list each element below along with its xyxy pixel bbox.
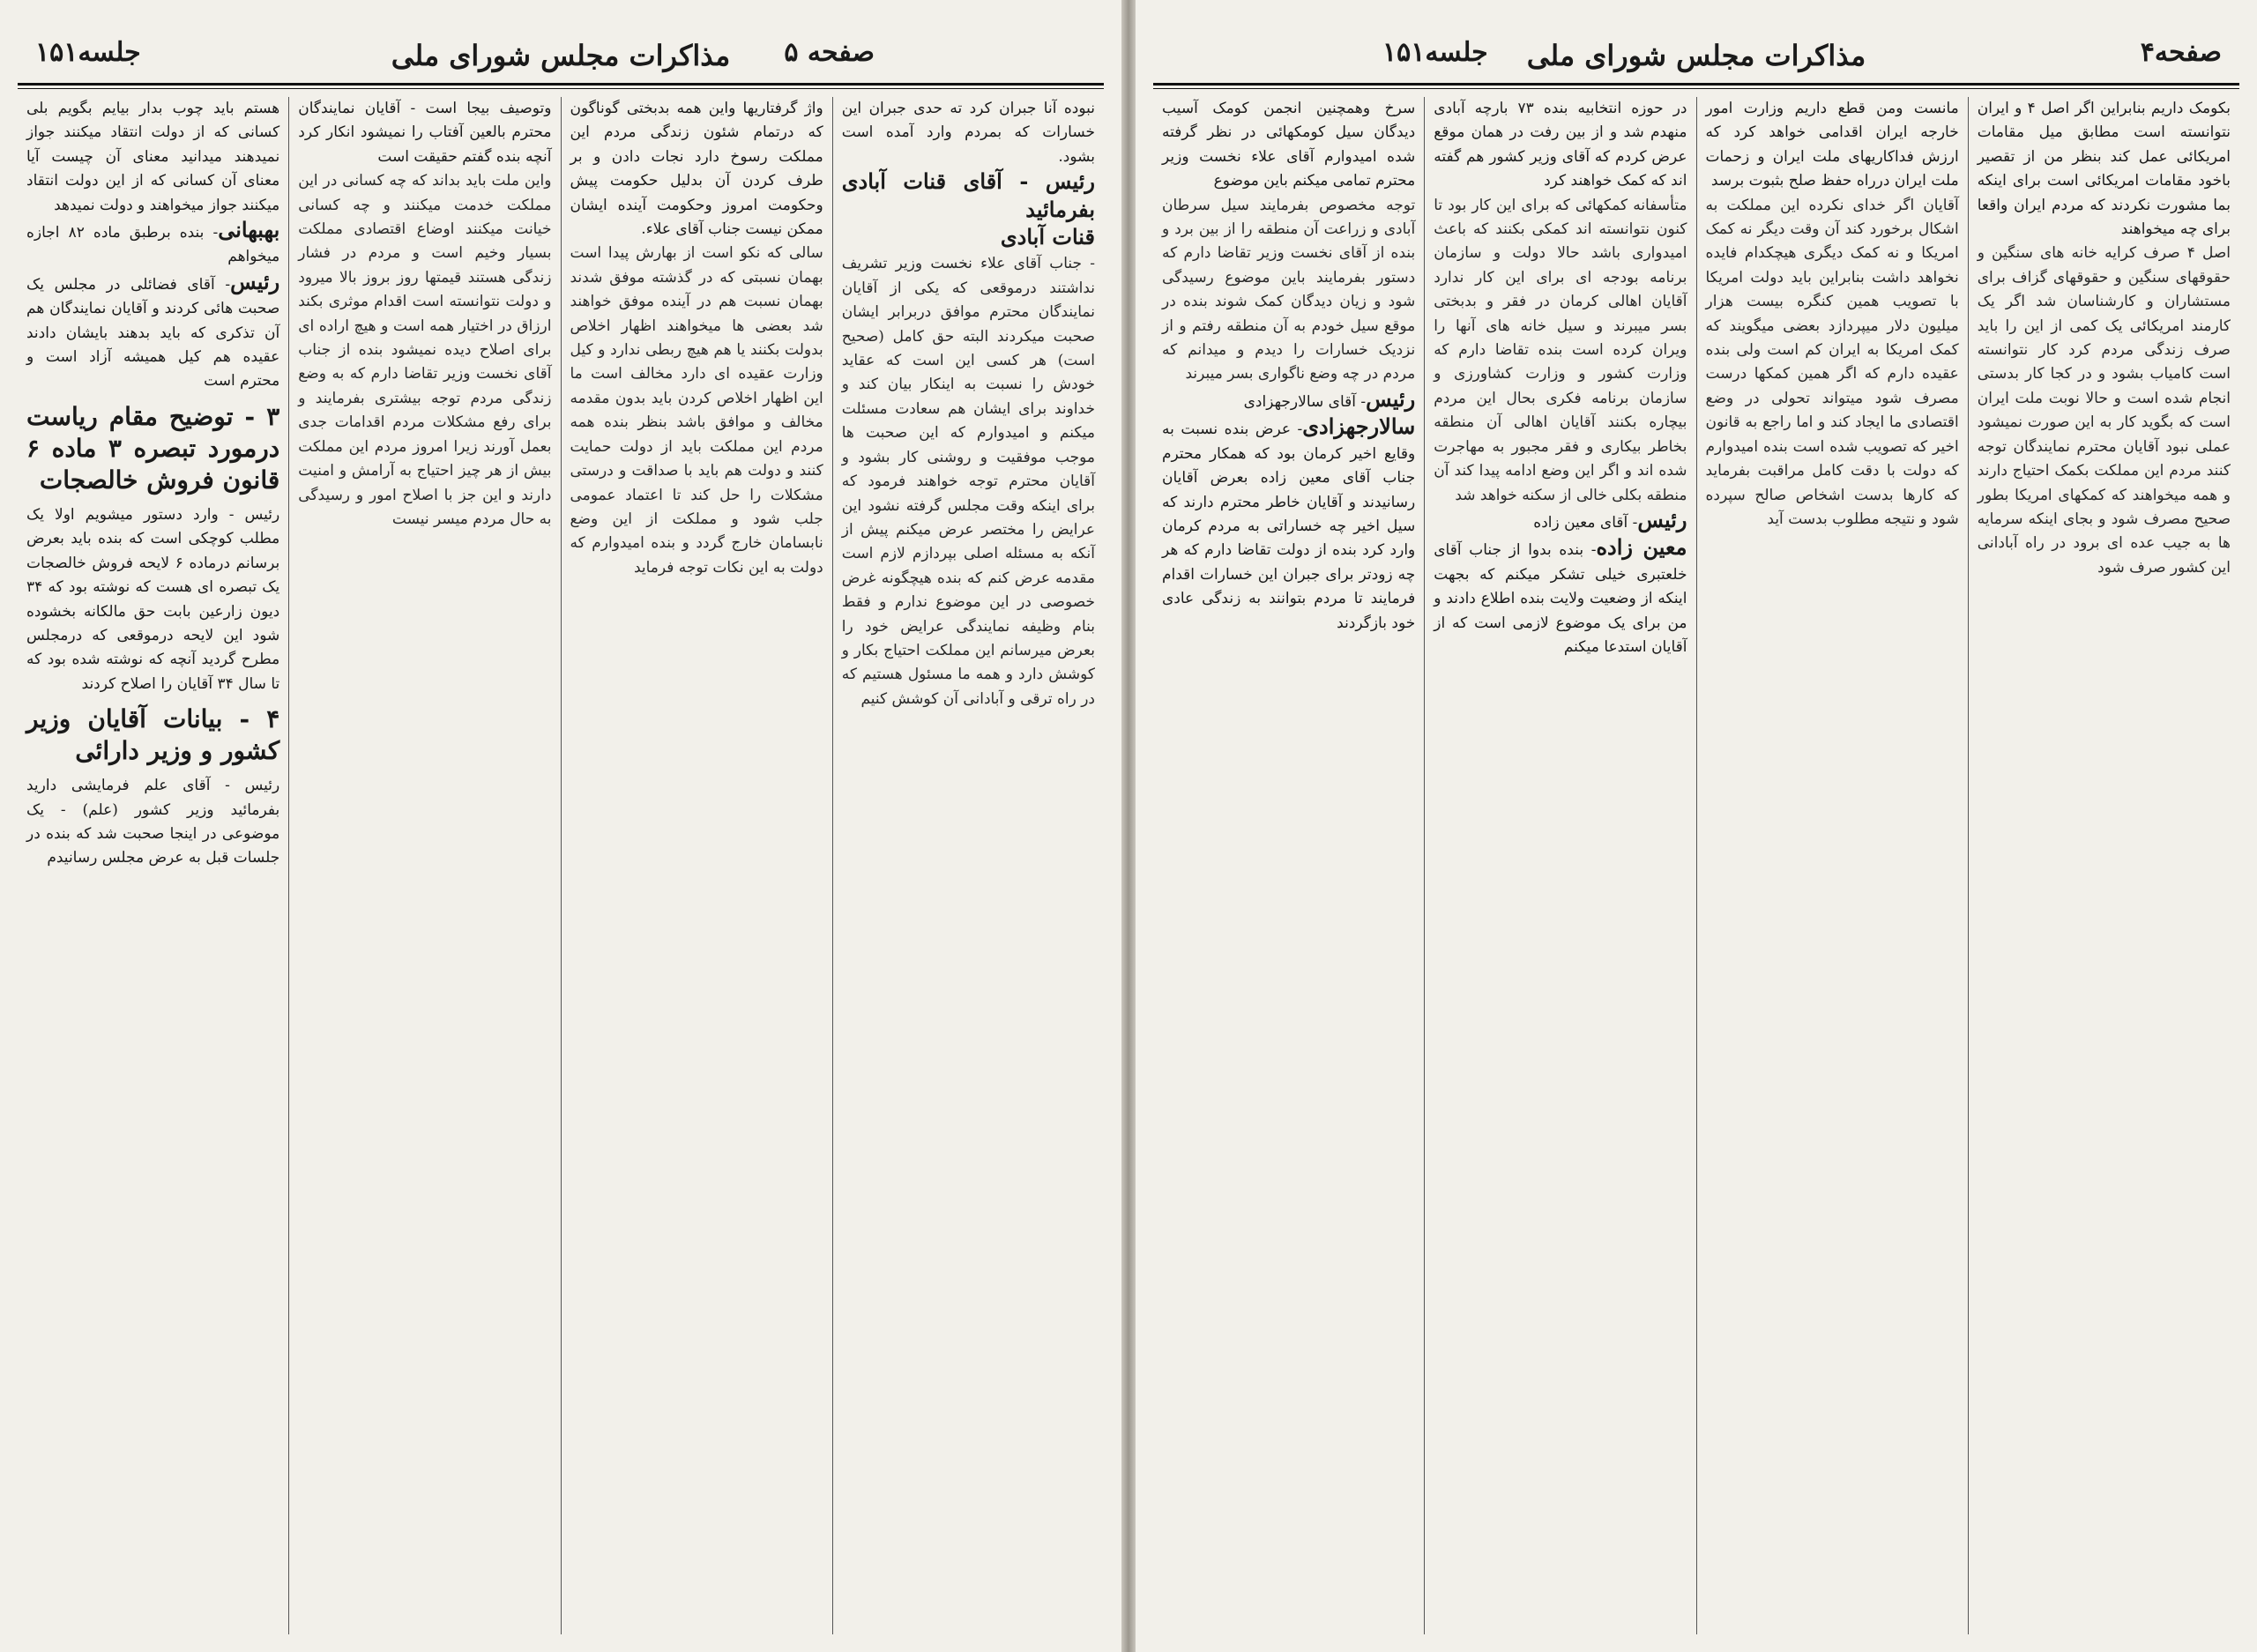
section-heading: ۴ - بیانات آقایان وزیر کشور و وزیر دارائی <box>26 704 280 766</box>
right-page-number: صفحه۴ <box>2140 37 2222 68</box>
speaker-name: سالارجهزادی <box>1302 413 1416 440</box>
speaker-name: رئیس <box>1366 385 1416 412</box>
paragraph: - جناب آقای علاء نخست وزیر تشریف نداشتند درموقعی که یکی از آقایان نمایندگان محترم موافق دربرابر ایشان صحبت میکردند البته حق کامل (صحیح است) هر کسی این است که عقاید خودش را نسبت به اینکار بیان کند و خداوند برای ایشان هم سعادت مسئلت میکنم و امیدوارم که این صحبت ها موجب موفقیت و روشنی کار بشود و آقایان محترم توجه خواهند فرمود که برای اینکه وقت مجلس گرفته نشود این عرایض را مختصر عرض میکنم پیش از آنکه به مسئله اصلی بپردازم لازم است مقدمه عرض کنم که بنده هیچگونه غرض خصوصی در این موضوع ندارم و فقط بنام وظیفه نمایندگی عرایض خود را بعرض میرسانم این مملکت احتیاج بکار و کوشش دارد و همه ما مسئول هستیم که در راه ترقی و آبادانی آن کوشش کنیم <box>841 255 1095 708</box>
paragraph: مانست ومن قطع داریم وزارت امور خارجه ایران اقدامی خواهد کرد که ارزش فداکاریهای ملت ایران و زحمات ملت ایران درراه حفظ صلح بثبوت برسد <box>1705 100 1959 190</box>
right-column-1 <box>1968 97 2239 1634</box>
speaker-name: بهبهانی <box>218 217 280 243</box>
paragraph: وتوصیف بیجا است - آقایان نمایندگان محترم بالعین آفتاب را نمیشود انکار کرد آنچه بنده گفتم حقیقت است <box>298 100 552 166</box>
left-session-label: جلسه۱۵۱ <box>35 37 141 68</box>
speaker-name: رئیس - آقای قنات آبادی بفرمائید <box>841 168 1095 222</box>
paragraph: واین ملت باید بداند که چه کسانی در این مملکت خدمت میکنند و چه کسانی خیانت میکنند اوضاع اقتصادی مملکت بسیار وخیم است و مردم در فشار زندگی هستند قیمتها روز بروز بالا میرود و دولت نتوانسته است اقدام موثری بکند ارزاق در اختیار همه است و هیچ اراده ای برای اصلاح دیده نمیشود بنده از جناب آقای نخست وزیر تقاضا دارم که به وضع زندگی مردم توجه بیشتری بفرمایند و برای رفع مشکلات مردم اقدامات جدی بعمل آورند زیرا امروز مردم این مملکت بیش از هر چیز احتیاج به آرامش و امنیت دارند و این جز با اصلاح امور و رسیدگی به حال مردم میسر نیست <box>298 172 552 528</box>
left-column-3 <box>288 97 560 1634</box>
paragraph: - بنده بدوا از جناب آقای خلعتبری خیلی تشکر میکنم که بجهت اینکه از وضعیت ولایت بنده اطلاع دادند و من برای یک موضوع لازمی است که از آقایان استدعا میکنم <box>1434 541 1687 656</box>
paragraph: - بنده برطبق ماده ۸۲ اجازه میخواهم <box>26 224 280 266</box>
right-page-title: مذاکرات مجلس شورای ملی <box>1526 39 1866 72</box>
paragraph: سرخ وهمچنین انجمن کومک آسیب دیدگان سیل کومکهائی در نظر گرفته شده امیدوارم آقای علاء نخست وزیر محترم تمامی میکنم باین موضوع <box>1162 100 1416 190</box>
paragraph: واژ گرفتاریها واین همه بدبختی گوناگون که درتمام شئون زندگی مردم این مملکت رسوخ دارد نجات دادن و بر طرف کردن آن بدلیل حکومت پیش وحکومت امروز وحکومت آینده ایشان ممکن نیست جناب آقای علاء. <box>570 100 823 239</box>
paragraph: بکومک داریم بنابراین اگر اصل ۴ و ایران نتوانسته است مطابق میل مقامات امریکائی عمل کند بنظر من از تقصیر باخود مقامات امریکائی است برای اینکه بما مشورت نکردند که مردم ایران واقعا برای چه میخواهند <box>1977 100 2231 239</box>
header-rule <box>18 83 1104 86</box>
paragraph: اصل ۴ صرف کرایه خانه های سنگین و حقوقهای سنگین و حقوقهای گزاف برای مستشاران و کارشناسان شد اگر یک کارمند امریکائی یک کمی از این را باید صرف زندگی مردم کرد کار نتوانسته است کامیاب بشود و در کجا کار بدستی انجام شده است و حالا نوبت ملت ایران است که بگوید کار به این صورت نمیشود عملی نبود آقایان محترم نمایندگان توجه کنند مردم این مملکت بکمک احتیاج دارند و همه میخواهند که کمکهای امریکا بطور صحیح مصرف شود و بجای اینکه سرمایه ها به جیب عده ای برود در راه آبادانی این کشور صرف شود <box>1977 244 2231 577</box>
header-rule <box>1153 83 2239 86</box>
speaker-name: رئیس <box>230 268 280 294</box>
right-columns <box>1153 97 2239 1634</box>
left-column-4 <box>18 97 288 1634</box>
paragraph: - آقای معین زاده <box>1533 513 1638 532</box>
left-page-title: مذاکرات مجلس شورای ملی <box>391 39 731 72</box>
page-gutter <box>1121 0 1136 1652</box>
paragraph: - عرض بنده نسبت به وقایع اخیر کرمان بود که همکار محترم جناب آقای معین زاده بعرض آقایان رسانیدند و آقایان خاطر محترم دارند که سیل اخیر چه خساراتی به مردم کرمان وارد کرد بنده از دولت تقاضا دارم که هر چه زودتر برای جبران این خسارات اقدام فرمایند تا مردم بتوانند به زندگی عادی خود بازگردند <box>1162 420 1416 632</box>
paragraph: رئیس - وارد دستور میشویم اولا یک مطلب کوچکی است که بنده باید بعرض برسانم درماده ۶ لایحه فروش خالصجات یک تبصره ای هست که نوشته بود که ۳۴ دیون زارعین بابت حق مالکانه بخشوده شود این لایحه درموقعی که درمجلس مطرح گردید آنچه که نوشته شده بود که تا سال ۳۴ آقایان را اصلاح کردند <box>26 505 280 693</box>
paragraph: هستم باید چوب بدار بیایم بگویم بلی کسانی که از دولت انتقاد میکنند جواز نمیدهند میدانید معنای آن چیست آیا معنای آن کسانی که از این دولت انتقاد میکنند جواز میخواهند و دولت نمیدهد <box>26 100 280 214</box>
right-page <box>1136 0 2257 1652</box>
paragraph: - آقای فضائلی در مجلس یک صحبت هائی کردند و آقایان نمایندگان هم آن تذکری که باید بدهند بایشان دادند عقیده هم کیل همیشه آزاد است و محترم است <box>26 275 280 391</box>
left-column-1 <box>832 97 1104 1634</box>
right-column-4 <box>1153 97 1424 1634</box>
speaker-name: قنات آبادی <box>1000 224 1095 250</box>
speaker-name: رئیس <box>1637 506 1687 532</box>
left-columns <box>18 97 1104 1634</box>
paragraph: آقایان اگر خدای نکرده این مملکت به اشکال برخورد کند آن وقت دیگر نه کمک امریکا و نه کمک دیگری هیچکدام فایده نخواهد داشت بنابراین باید دولت امریکا با تصویب همین کنگره بیست هزار میلیون دلار میپردازد بعضی میگویند که کمک امریکا به ایران کم است ولی بنده عقیده دارم که اگر همین کمکها درست مصرف شود میتواند تحولی در وضع اقتصادی ما ایجاد کند و اما راجع به قانون اخیر که تصویب شده است بنده امیدوارم که دولت با دقت کامل مراقبت بفرماید که کارها بدست اشخاص صالح سپرده شود و نتیجه مطلوب بدست آید <box>1705 196 1959 528</box>
paragraph: توجه مخصوص بفرمایند سیل سرطان آبادی و زراعت آن منطقه را از بین برد و بنده از آقای نخست وزیر تقاضا دارم که دستور بفرمایند باین موضوع رسیدگی شود و زیان دیدگان کمک شوند بنده در موقع سیل خودم به آن منطقه رفتم و از نزدیک خسارات را دیدم و میدانم که مردم در چه وضع ناگواری بسر میبرند <box>1162 196 1416 383</box>
header-rule-thin <box>1153 88 2239 89</box>
section-heading: ۳ - توضیح مقام ریاست درمورد تبصره ۳ ماده ۶ قانون فروش خالصجات <box>26 401 280 495</box>
right-column-3 <box>1424 97 1695 1634</box>
speaker-name: معین زاده <box>1596 534 1687 561</box>
paragraph: نبوده آنا جبران کرد ته حدی جبران این خسارات که بمردم وارد آمده است بشود. <box>841 100 1095 166</box>
paragraph: سالی که نکو است از بهارش پیدا است بهمان نسبتی که در گذشته موفق شدند بهمان نسبت هم در آینده موفق خواهند شد بعضی ها میخواهند اظهار اخلاص بدولت بکنند یا هم هیچ ربطی ندارد و کیل وزارت عقیده ای دارد مخالف است ما این اظهار اخلاص کردن باید بدون مقدمه مخالف و موافق باشد بنظر بنده همه مردم این مملکت باید از دولت حمایت کنند و دولت هم باید با صداقت و درستی مشکلات را حل کند تا اعتماد عمومی جلب شود و مملکت از این وضع نابسامان خارج گردد و بنده امیدوارم که دولت به این نکات توجه فرماید <box>570 244 823 577</box>
left-page-number: صفحه ۵ <box>784 37 875 68</box>
paragraph: - آقای سالارجهزادی <box>1243 392 1367 411</box>
right-page-header <box>1153 33 2239 79</box>
paragraph: در حوزه انتخابیه بنده ۷۳ بارچه آبادی منهدم شد و از بین رفت در همان موقع عرض کردم که آقای وزیر کشور هم گفته اند که کمک خواهند کرد <box>1434 100 1687 190</box>
right-column-2 <box>1696 97 1968 1634</box>
right-session-label: جلسه۱۵۱ <box>1382 37 1488 68</box>
header-rule-thin <box>18 88 1104 89</box>
paragraph: متأسفانه کمکهائی که برای این کار بود تا کنون نتوانسته اند کمکی بکنند که باعث امیدواری باشد حالا دولت و سازمان برنامه بودجه ای برای این کار ندارد آقایان اهالی کرمان در فقر و بدبختی بسر میبرند و سیل خانه های آنها را ویران کرده است بنده تقاضا دارم که وزارت کشور و وزارت کشاورزی و سازمان برنامه فکری بحال این مردم بیچاره بکنند آقایان اهالی آن منطقه بخاطر بیکاری و فقر مجبور به مهاجرت شده اند و اگر این وضع ادامه پیدا کند آن منطقه بکلی خالی از سکنه خواهد شد <box>1434 196 1687 504</box>
left-page <box>0 0 1121 1652</box>
left-page-header <box>18 33 1104 79</box>
paragraph: رئیس - آقای علم فرمایشی دارید بفرمائید وزیر کشور (علم) - یک موضوعی در اینجا صحبت شد که بنده در جلسات قبل به عرض مجلس رسانیدم <box>26 777 280 867</box>
left-column-2 <box>561 97 832 1634</box>
